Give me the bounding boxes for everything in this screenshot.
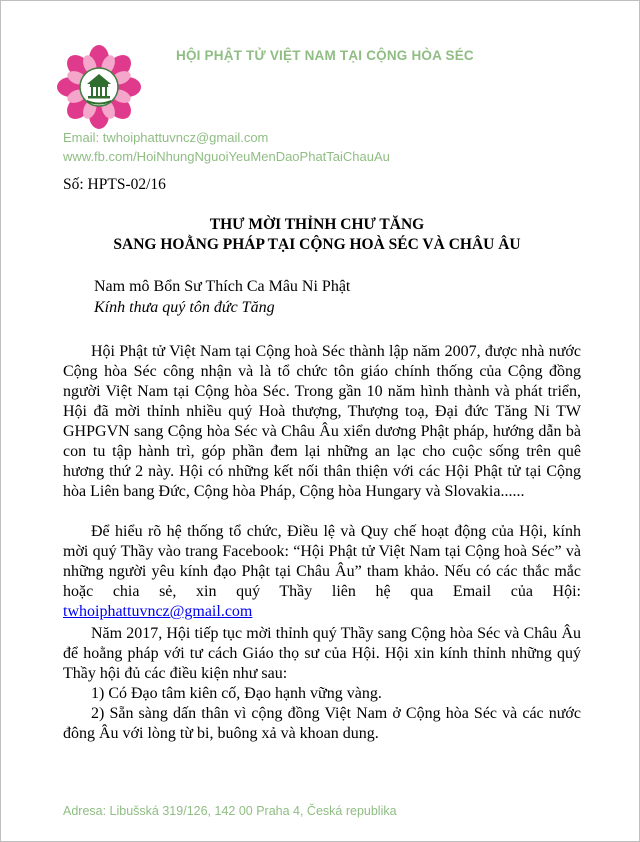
paragraph-invitation	[63, 624, 581, 744]
document-title-line-2: SANG HOẰNG PHÁP TẠI CỘNG HOÀ SÉC VÀ CHÂU ÂU	[113, 236, 521, 253]
paragraph-invitation-text: Năm 2017, Hội tiếp tục mời thỉnh quý Thầy sang Cộng hòa Séc và Châu Âu để hoằng pháp với tư cách Giáo thọ sư của Hội. Hội xin kính thỉnh những quý Thầy hội đủ các điều kiện như sau:	[63, 625, 581, 682]
paragraph-introduction: Hội Phật tử Việt Nam tại Cộng hoà Séc thành lập năm 2007, được nhà nước Cộng hòa Séc công nhận và là tổ chức tôn giáo chính thống của Cộng đồng người Việt Nam tại Cộng hòa Séc. Trong gần 10 năm hình thành và phát triển, Hội đã mời thỉnh nhiều quý Hoà thượng, Thượng toạ, Đại đức Tăng Ni TW GHPGVN sang Cộng hòa Séc và Châu Âu xiển dương Phật pháp, hướng dẫn bà con tu tập hành trì, góp phần đem lại những an lạc cho cuộc sống trên quê hương thứ 2 này. Hội có những kết nối thân thiện với các Hội Phật tử tại Cộng hòa Liên bang Đức, Cộng hòa Pháp, Cộng hòa Hungary và Slovakia......	[63, 343, 581, 500]
organization-name: HỘI PHẬT TỬ VIỆT NAM TẠI CỘNG HÒA SÉC	[176, 48, 474, 63]
condition-1: 1) Có Đạo tâm kiên cố, Đạo hạnh vững vàng.	[91, 685, 382, 702]
document-title-line-1: THƯ MỜI THỈNH CHƯ TĂNG	[209, 216, 425, 233]
paragraph-contact-text: Để hiểu rõ hệ thống tổ chức, Điều lệ và Quy chế hoạt động của Hội, kính mời quý Thầy vào trang Facebook: “Hội Phật tử Việt Nam tại Cộng hoà Séc” và những người yêu kính đạo Phật tại Châu Âu” tham khảo. Nếu có các thắc mắc hoặc chia sẻ, xin quý Thầy liên hệ qua Email của Hội:	[63, 523, 581, 600]
condition-2: 2) Sẵn sàng dấn thân vì cộng đồng Việt Nam ở Cộng hòa Séc và các nước đông Âu với lòng từ bi, buông xả và khoan dung.	[63, 705, 581, 742]
salutation	[94, 276, 350, 318]
website-line: www.fb.com/HoiNhungNguoiYeuMenDaoPhatTaiChauAu	[63, 149, 390, 164]
footer-address: Adresa: Libušská 319/126, 142 00 Praha 4, Česká republika	[63, 804, 397, 818]
email-link[interactable]: twhoiphattuvncz@gmail.com	[63, 603, 253, 620]
paragraph-contact	[63, 522, 581, 622]
contact-block	[63, 128, 390, 166]
salutation-line-2: Kính thưa quý tôn đức Tăng	[94, 299, 275, 316]
document-number: Số: HPTS-02/16	[63, 176, 166, 193]
lotus-logo-icon	[57, 45, 141, 129]
salutation-line-1: Nam mô Bổn Sư Thích Ca Mâu Ni Phật	[94, 278, 351, 295]
email-line: Email: twhoiphattuvncz@gmail.com	[63, 130, 269, 145]
